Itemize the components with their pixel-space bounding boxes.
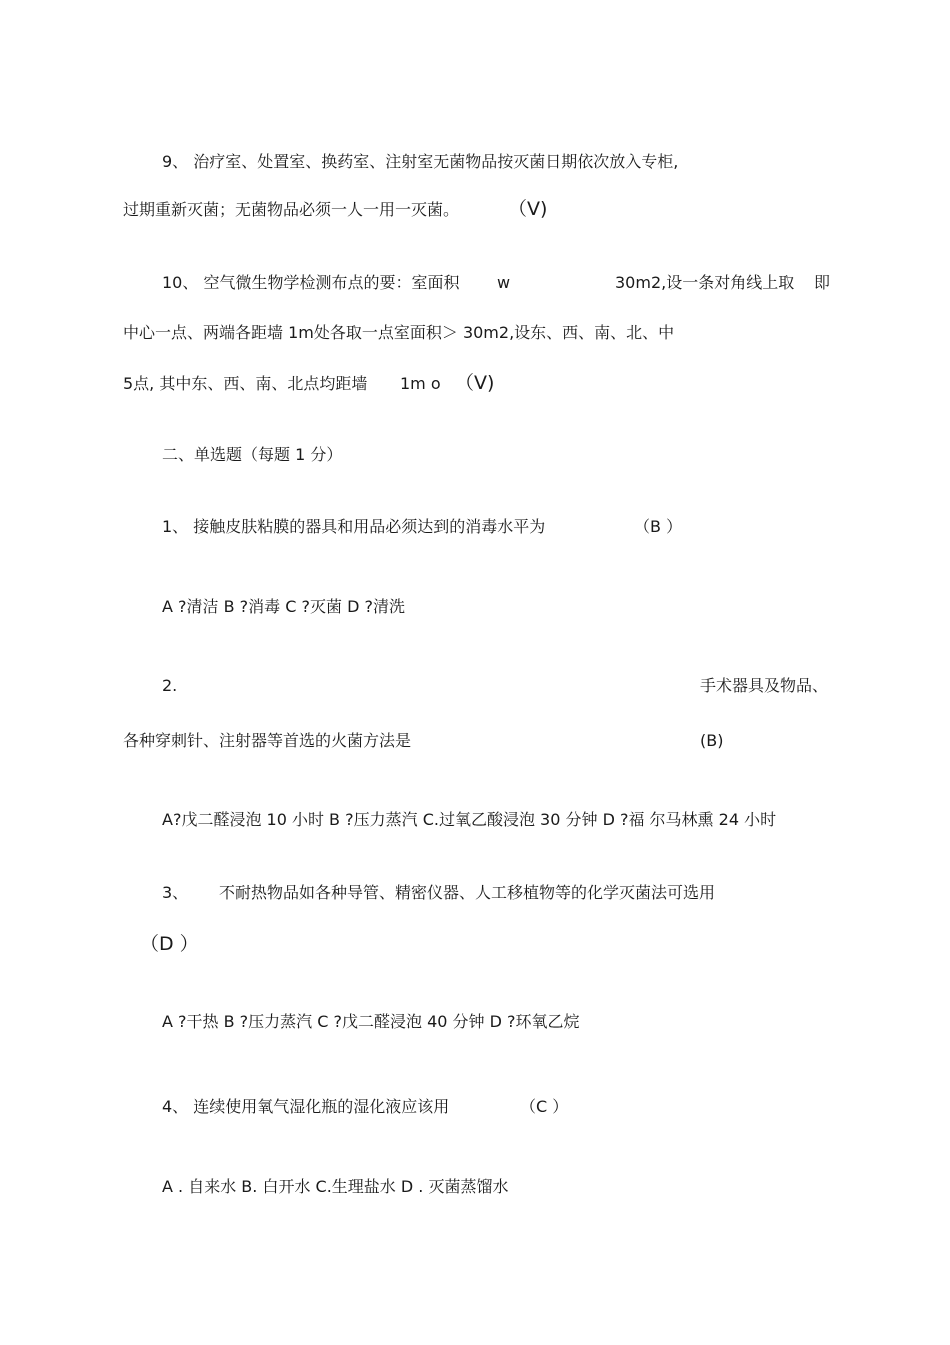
q10-line1-a: 10、 空气微生物学检测布点的要：室面积 <box>162 273 460 292</box>
s2-number: 2. <box>162 676 178 695</box>
s1-question: 1、 接触皮肤粘膜的器具和用品必须达到的消毒水平为 <box>162 517 546 536</box>
q9-line2: 过期重新灭菌；无菌物品必须一人一用一灭菌。 <box>123 200 460 219</box>
q10-line1-c: 30m2,设一条对角线上取 <box>615 273 795 292</box>
s1-answer: （B ） <box>634 517 683 536</box>
q9-line1: 9、 治疗室、处置室、换药室、注射室无菌物品按灭菌日期依次放入专柜, <box>162 152 679 171</box>
q10-line1-b: w <box>497 273 511 292</box>
s2-answer: (B) <box>700 731 724 750</box>
s2-question-right: 手术器具及物品、 <box>700 676 829 695</box>
q9-answer: （V) <box>508 198 548 220</box>
s3-answer: （D ） <box>140 933 199 955</box>
q10-line3-b: 1m o <box>400 374 441 393</box>
s2-question-line2: 各种穿刺针、注射器等首选的火菌方法是 <box>123 731 412 750</box>
q10-line2: 中心一点、两端各距墙 1m处各取一点室面积＞ 30m2,设东、西、南、北、中 <box>123 323 675 342</box>
s1-options: A ?清洁 B ?消毒 C ?灭菌 D ?清洗 <box>162 597 405 616</box>
section-heading: 二、单选题（每题 1 分） <box>162 445 343 464</box>
q10-line3-a: 5点, 其中东、西、南、北点均距墙 <box>123 374 368 393</box>
s3-number: 3、 <box>162 883 189 902</box>
q10-answer: （V) <box>455 372 495 394</box>
s2-options: A?戊二醛浸泡 10 小时 B ?压力蒸汽 C.过氧乙酸浸泡 30 分钟 D ?福 尔马林熏 24 小时 <box>162 810 777 829</box>
s4-answer: （C ） <box>520 1097 569 1116</box>
s4-question: 4、 连续使用氧气湿化瓶的湿化液应该用 <box>162 1097 450 1116</box>
s3-question: 不耐热物品如各种导管、精密仪器、人工移植物等的化学灭菌法可选用 <box>219 883 716 902</box>
s3-options: A ?干热 B ?压力蒸汽 C ?戊二醛浸泡 40 分钟 D ?环氧乙烷 <box>162 1012 580 1031</box>
q10-line1-d: 即 <box>814 273 831 292</box>
s4-options: A . 自来水 B. 白开水 C.生理盐水 D . 灭菌蒸馏水 <box>162 1177 509 1196</box>
